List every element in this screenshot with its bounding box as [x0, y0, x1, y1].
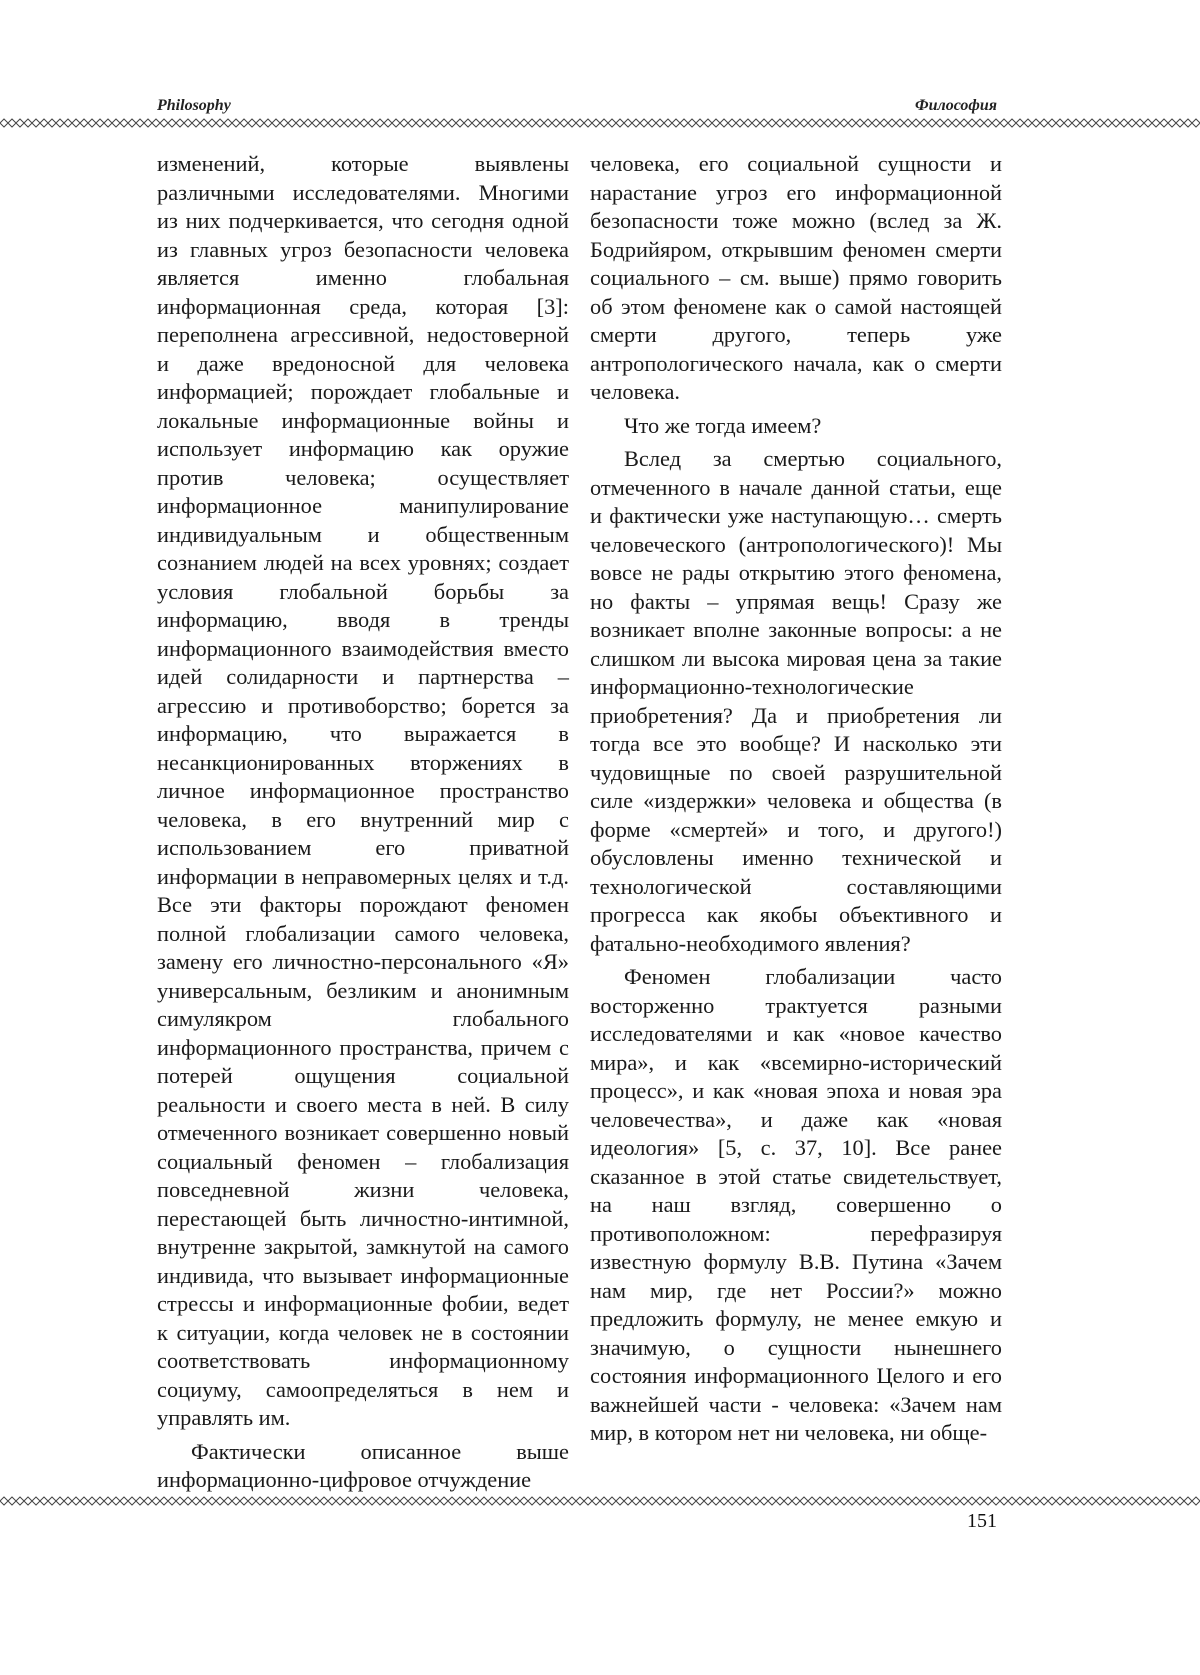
right-paragraph-1: человека, его социальной сущности и нарастание угроз его информационной безопасности тоже можно (вслед за Ж. Бодрийяром, открывшим феномен смерти социального – см. выше) прямо говорить об этом феномене как о самой настоящей смерти другого, теперь уже антропологического начала, как о смерти человека.	[590, 151, 1002, 404]
right-paragraph-3: Вслед за смертью социального, отмеченного в начале данной статьи, еще и фактически уже наступающую… смерть человеческого (антропологического)! Мы вовсе не рады открытию этого феномена, но факты – упрямая вещь! Сразу же возникает вполне законные вопросы: а не слишком ли высока мировая цена за такие информационно-технологические приобретения? Да и приобретения ли тогда все это вообще? И насколько эти чудовищные по своей разрушительной силе «издержки» человека и общества (в форме «смертей» и того, и другого!) обусловлены именно технической и технологической составляющими прогресса как якобы объективного и фатально-необходимого явления?	[590, 446, 1002, 956]
left-paragraph-2: Фактически описанное выше информационно-цифровое отчуждение	[157, 1438, 569, 1492]
left-text-column	[157, 150, 569, 1500]
left-paragraph-1: изменений, которые выявлены различными исследователями. Многими из них подчеркивается, что сегодня одной из главных угроз безопасности человека является именно глобальная информационная среда, которая [3]: переполнена агрессивной, недостоверной и даже вредоносной для человека информацией; порождает глобальные и локальные информационные войны и использует информацию как оружие против человека; осуществляет информационное манипулирование индивидуальным и общественным сознанием людей на всех уровнях; создает условия глобальной борьбы за информацию, вводя в тренды информационного взаимодействия вместо идей солидарности и партнерства – агрессию и противоборство; борется за информацию, что выражается в несанкционированных вторжениях в личное информационное пространство человека, в его внутренний мир с использованием его приватной информации в неправомерных целях и т.д. Все эти факторы порождают феномен полной глобализации самого человека, замену его личностно-персонального «Я» универсальным, безликим и анонимным симулякром глобального информационного пространства, причем с потерей ощущения социальной реальности и своего места в ней. В силу отмеченного возникает совершенно новый социальный феномен – глобализация повседневной жизни человека, перестающей быть личностно-интимной, внутренне закрытой, замкнутой на самого индивида, что вызывает информационные стрессы и информационные фобии, ведет к ситуации, когда человек не в состоянии соответствовать информационному социуму, самоопределяться в нем и управлять им.	[157, 151, 569, 1430]
top-ornament-rule	[0, 118, 1200, 128]
page-number: 151	[967, 1510, 997, 1532]
right-paragraph-2: Что же тогда имеем?	[624, 412, 822, 438]
bottom-ornament-rule	[0, 1496, 1200, 1506]
running-head-left: Philosophy	[157, 97, 231, 114]
right-text-column	[590, 150, 1002, 1453]
right-paragraph-4: Феномен глобализации часто восторженно трактуется разными исследователями и как «новое качество мира», и как «всемирно-исторический процесс», и как «новая эпоха и новая эра человечества», и даже как «новая идеология» [5, с. 37, 10]. Все ранее сказанное в этой статье свидетельствует, на наш взгляд, совершенно о противоположном: перефразируя известную формулу В.В. Путина «Зачем нам мир, где нет России?» можно предложить формулу, не менее емкую и значимую, о сущности нынешнего состояния информационного Целого и его важнейшей части - человека: «Зачем нам мир, в котором нет ни человека, ни обще-	[590, 964, 1002, 1445]
running-head-right: Философия	[914, 97, 997, 114]
